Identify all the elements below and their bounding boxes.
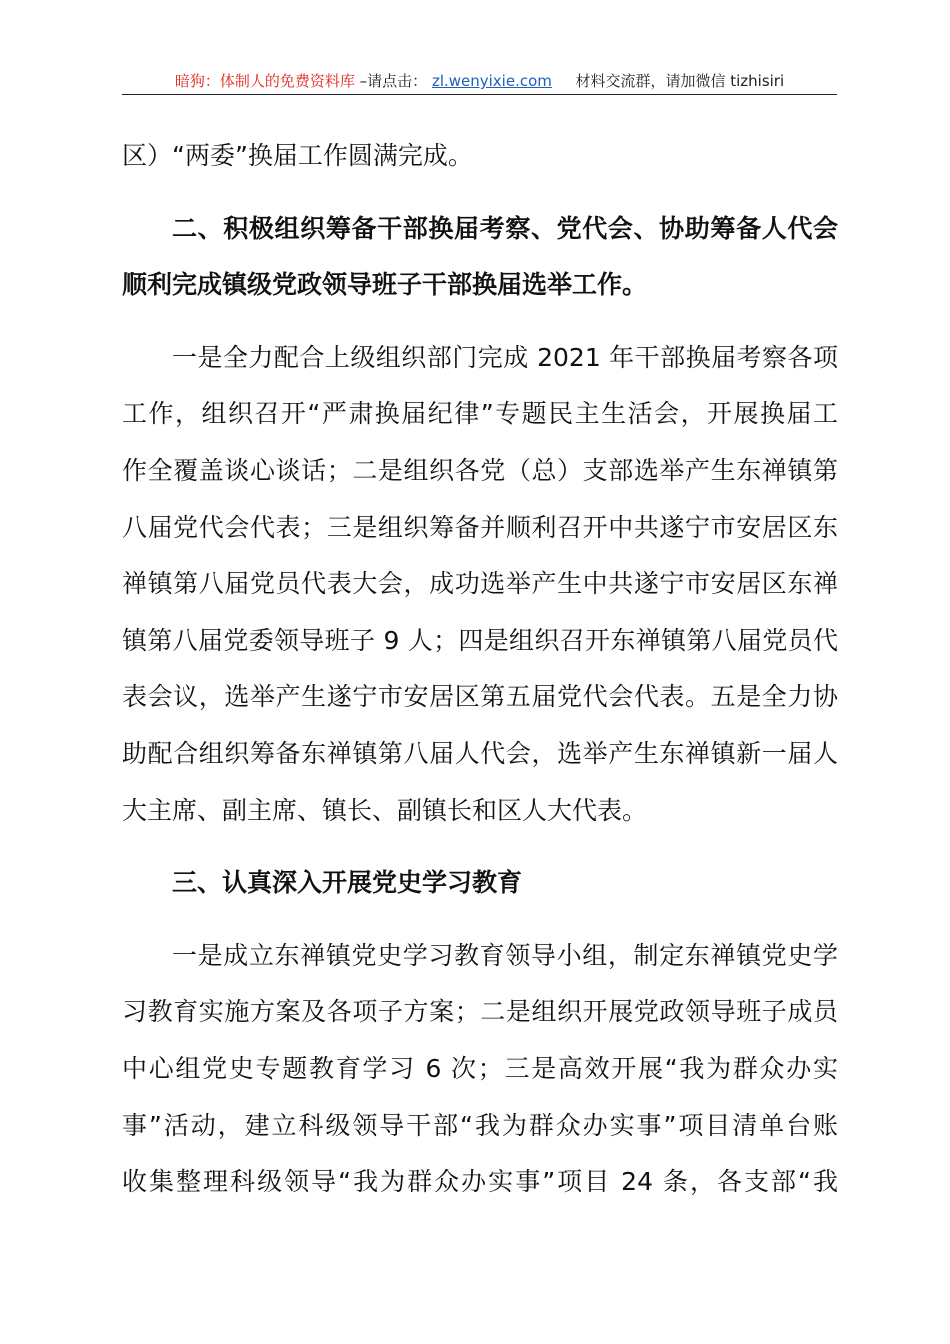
paragraph-line: 表会议，选举产生遂宁市安居区第五届党代会代表。五是全力协 [122,682,838,712]
paragraph-line: 作全覆盖谈心谈话；二是组织各党（总）支部选举产生东禅镇第 [122,455,838,485]
section-heading-3: 三、认真深入开展党史学习教育 [172,868,523,898]
paragraph-line: 事”活动，建立科级领导干部“我为群众办实事”项目清单台账 [122,1110,838,1140]
paragraph-line: 习教育实施方案及各项子方案；二是组织开展党政领导班子成员 [122,997,838,1027]
paragraph-line: 大主席、副主席、镇长、副镇长和区人大代表。 [122,795,648,825]
paragraph-line: 一是全力配合上级组织部门完成 2021 年干部换届考察各项 [172,342,838,372]
paragraph-line: 中心组党史专题教育学习 6 次；三是高效开展“我为群众办实 [122,1053,838,1083]
paragraph-line: 工作，组织召开“严肃换届纪律”专题民主生活会，开展换届工 [122,399,838,429]
section-heading-2-cont: 顺利完成镇级党政领导班子干部换届选举工作。 [122,270,648,300]
page-header [122,68,837,95]
header-brand: 暗狗：体制人的免费资料库 [174,72,355,90]
header-prompt: –请点击： [359,72,428,90]
header-url-link[interactable]: zl.wenyixie.com [431,72,552,90]
paragraph-line: 收集整理科级领导“我为群众办实事”项目 24 条，各支部“我 [122,1167,838,1197]
paragraph-line: 助配合组织筹备东禅镇第八届人代会，选举产生东禅镇新一届人 [122,738,838,768]
paragraph-line: 镇第八届党委领导班子 9 人；四是组织召开东禅镇第八届党员代 [122,625,838,655]
header-note: 材料交流群，请加微信 tizhisiri [575,72,785,90]
paragraph-line: 禅镇第八届党员代表大会，成功选举产生中共遂宁市安居区东禅 [122,569,838,599]
document-body [122,128,838,1211]
paragraph-line: 八届党代会代表；三是组织筹备并顺利召开中共遂宁市安居区东 [122,512,838,542]
paragraph-line: 区）“两委”换届工作圆满完成。 [122,141,473,170]
section-heading-2: 二、积极组织筹备干部换届考察、党代会、协助筹备人代会 [172,213,838,243]
paragraph-line: 一是成立东禅镇党史学习教育领导小组，制定东禅镇党史学 [172,940,838,970]
